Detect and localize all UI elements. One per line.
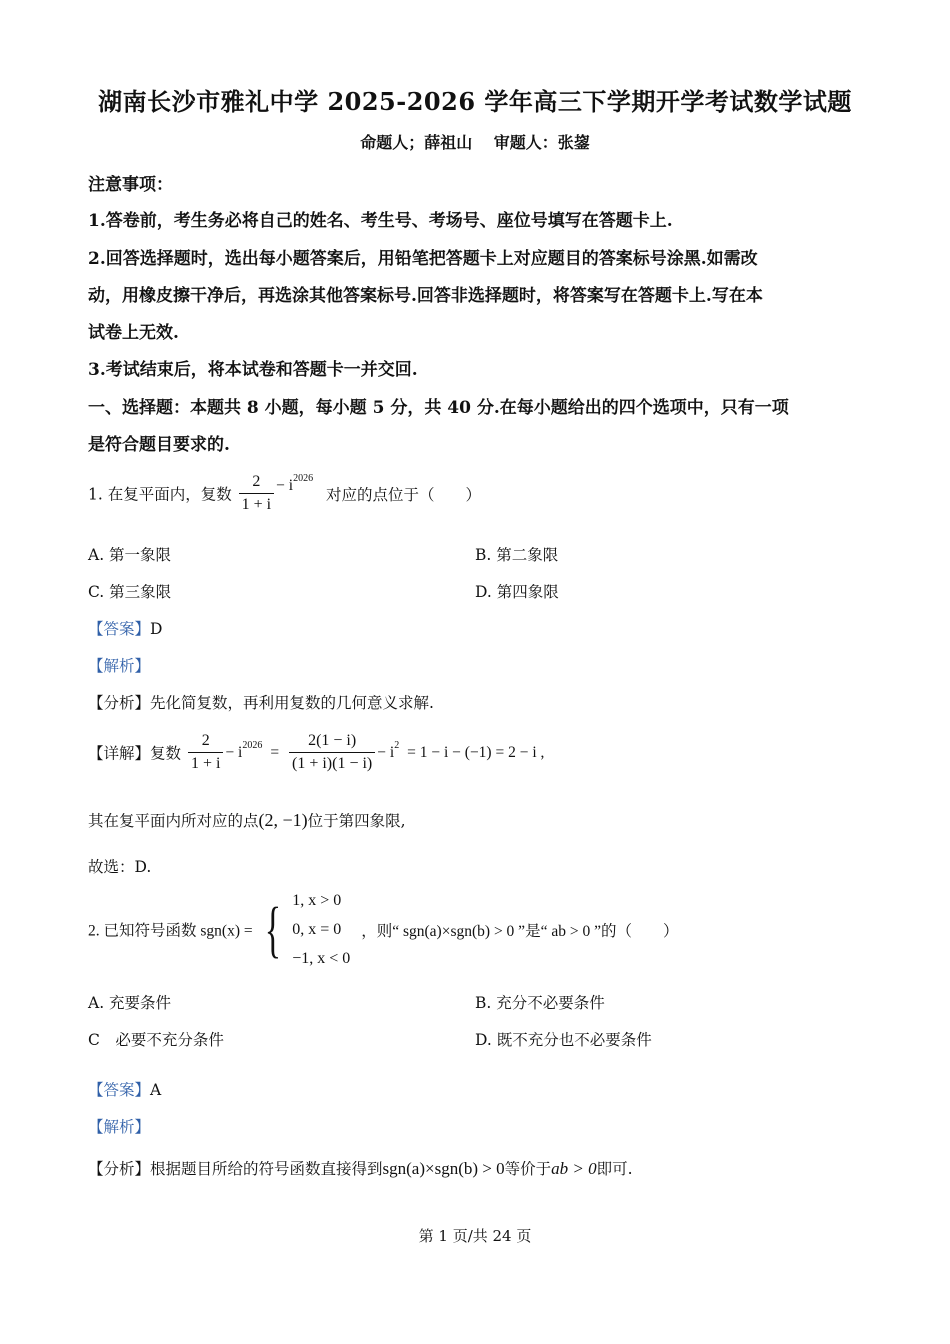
- detail-f1-den: 1 + i: [190, 755, 221, 772]
- q2-fenxi-pre: 根据题目所给的符号函数直接得到: [150, 1160, 383, 1178]
- q2-mid: ，则“ sgn(a)×sgn(b) > 0 ”是“ ab > 0 ”的（ ）: [361, 922, 679, 940]
- q2-case-2: 0, x = 0: [292, 921, 342, 938]
- q2-fenxi-post: 即可.: [596, 1160, 633, 1178]
- detail-tag: 【详解】: [88, 744, 151, 763]
- detail-f1-num: 2: [188, 731, 223, 753]
- q2-answer-value: A: [150, 1081, 162, 1099]
- q1-answer-value: D: [150, 620, 163, 638]
- authors-line: 命题人；薛祖山 审题人：张鋆: [360, 133, 590, 152]
- q2-case-1: 1, x > 0: [292, 892, 342, 909]
- detail-tail-1: − $i^2$: [377, 739, 400, 761]
- q1-option-d: D. 第四象限: [475, 583, 559, 601]
- detail-fraction-2: [289, 731, 375, 774]
- q2-fenxi-math-1: sgn(a)×sgn(b) > 0: [382, 1159, 505, 1178]
- q1-option-c: C. 第三象限: [88, 583, 172, 601]
- note-2-line-2: 动，用橡皮擦干净后，再选涂其他答案标号.回答非选择题时，将答案写在答题卡上.写在本: [88, 286, 763, 306]
- detail-tail-1-exp: 2: [394, 739, 400, 751]
- point-pre: 其在复平面内所对应的点: [88, 812, 259, 830]
- detail-f2-num: 2(1 − i): [289, 731, 375, 753]
- q2-option-b: B. 充分不必要条件: [475, 994, 605, 1012]
- q1-point-line: [88, 809, 406, 831]
- q1-option-a: A. 第一象限: [88, 546, 172, 564]
- detail-f1-tail: − $i^{2026}$: [225, 739, 263, 761]
- q1-answer: [88, 617, 162, 639]
- q2-prefix: 2. 已知符号函数 sgn(x) =: [88, 922, 253, 940]
- q2-analysis-tag: 【解析】: [88, 1118, 151, 1136]
- note-3: 3.考试结束后，将本试卷和答题卡一并交回.: [88, 360, 418, 380]
- q2-fenxi-math-2: ab > 0: [551, 1159, 597, 1178]
- detail-word: 复数: [150, 744, 182, 763]
- detail-tail-2: = 1 − i − (−1) = 2 − i ,: [407, 743, 545, 761]
- q1-tail: − $i^{2026}$: [276, 472, 314, 494]
- detail-f2-den: (1 + i)(1 − i): [292, 755, 373, 772]
- q1-exponent: 2026: [293, 472, 314, 484]
- point-coords: (2, −1): [258, 810, 308, 830]
- section-1-line-2: 是符合题目要求的.: [88, 435, 230, 455]
- q2-case-3: −1, x < 0: [292, 950, 351, 967]
- answer-tag: 【答案】: [88, 620, 151, 638]
- q1-detail: [88, 731, 544, 774]
- notes-heading: 注意事项：: [88, 175, 173, 195]
- q2-answer: [88, 1078, 161, 1100]
- q1-analysis-tag: 【解析】: [88, 657, 151, 675]
- q2-option-d: D. 既不充分也不必要条件: [475, 1031, 652, 1049]
- q2-fenxi: [88, 1157, 633, 1179]
- question-2: [88, 886, 678, 973]
- point-post: 位于第四象限,: [307, 812, 406, 830]
- fenxi-tag: 【分析】: [88, 1160, 151, 1178]
- q2-option-c: C 必要不充分条件: [88, 1031, 224, 1049]
- page-footer: 第 1 页/共 24 页: [418, 1227, 532, 1245]
- note-2-line-3: 试卷上无效.: [88, 323, 179, 343]
- q1-fenxi-text: 先化简复数，再利用复数的几何意义求解.: [150, 694, 434, 712]
- q1-fenxi: [88, 691, 434, 713]
- q1-suffix: 对应的点位于（ ）: [326, 485, 482, 504]
- detail-equals: =: [270, 743, 280, 761]
- q2-fenxi-mid: 等价于: [504, 1160, 552, 1178]
- question-1: [88, 472, 481, 515]
- q2-option-a: A. 充要条件: [88, 994, 172, 1012]
- q1-option-b: B. 第二象限: [475, 546, 559, 564]
- q1-prefix: 1. 在复平面内，复数: [88, 485, 232, 504]
- q1-frac-den: 1 + i: [241, 496, 272, 513]
- q2-cases: [292, 886, 350, 973]
- q1-conclusion: 故选：D.: [88, 858, 152, 876]
- note-2-line-1: 2.回答选择题时，选出每小题答案后，用铅笔把答题卡上对应题目的答案标号涂黑.如需改: [88, 249, 758, 269]
- detail-f1-exp: 2026: [242, 739, 263, 751]
- page-title: 湖南长沙市雅礼中学 2025-2026 学年高三下学期开学考试数学试题: [98, 87, 852, 116]
- q1-fraction: [239, 472, 274, 515]
- q1-frac-num: 2: [239, 472, 274, 494]
- answer-tag: 【答案】: [88, 1081, 151, 1099]
- section-1-line-1: 一、选择题：本题共 8 小题，每小题 5 分，共 40 分.在每小题给出的四个选项中，只有一项: [88, 398, 789, 418]
- fenxi-tag: 【分析】: [88, 694, 151, 712]
- detail-fraction-1: [188, 731, 223, 774]
- note-1: 1.答卷前，考生务必将自己的姓名、考生号、考场号、座位号填写在答题卡上.: [88, 211, 673, 231]
- q2-brace: {: [264, 895, 281, 964]
